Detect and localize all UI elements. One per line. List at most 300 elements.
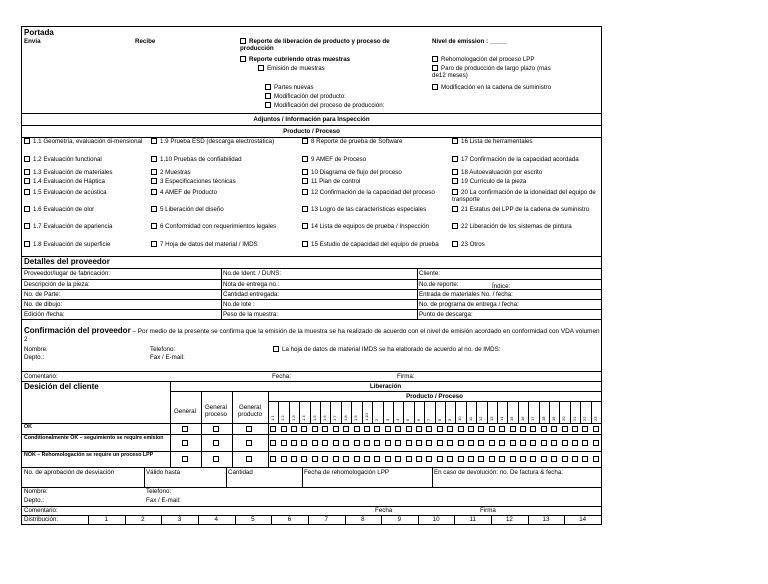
decision-sub-checkbox-2-23[interactable] — [510, 456, 516, 462]
attachment-item-col3-3[interactable] — [302, 169, 450, 176]
supplier-field-4-1: Peso de la muestra: — [223, 311, 279, 318]
decision-row-label-2: NOK – Rehomologación se require un proceso LPP — [24, 452, 154, 458]
decision-sub-checkbox-1-10[interactable] — [374, 440, 380, 446]
decision-sub-checkbox-2-28[interactable] — [562, 456, 568, 462]
distribution-number-13: 13 — [542, 516, 550, 523]
decision-sub-checkbox-0-8[interactable] — [354, 426, 360, 432]
supplier-field-1-1: Nota de entrega no.: — [223, 281, 280, 288]
decision-checkbox-1-1[interactable] — [213, 440, 219, 446]
decision-row-label-0: OK — [24, 424, 32, 430]
decision-sub-checkbox-2-10[interactable] — [374, 456, 380, 462]
attachment-item-col4-1[interactable] — [452, 138, 602, 145]
decision-sub-checkbox-2-7[interactable] — [343, 456, 349, 462]
sub-col-header-7: 1.8 — [342, 415, 348, 421]
attachment-checkbox[interactable] — [151, 189, 157, 195]
sub-col-header-10: 2 — [374, 418, 380, 421]
conf-comentario: Comentario: — [24, 373, 58, 380]
deviation-field-0: No. de aprobación de desviación — [24, 469, 115, 476]
dec-telefono: Telefono: — [146, 488, 172, 495]
decision-sub-checkbox-2-27[interactable] — [551, 456, 557, 462]
attachment-checkbox[interactable] — [302, 223, 308, 229]
attachment-item-col1-3[interactable] — [24, 169, 149, 176]
attachment-label: 3 Especificaciones técnicas — [160, 178, 236, 185]
decision-sub-checkbox-0-0[interactable] — [270, 426, 276, 432]
decision-sub-checkbox-2-20[interactable] — [478, 456, 484, 462]
decision-sub-checkbox-2-11[interactable] — [385, 456, 391, 462]
attachment-checkbox[interactable] — [302, 206, 308, 212]
attachment-checkbox[interactable] — [452, 156, 458, 162]
attachment-checkbox[interactable] — [302, 156, 308, 162]
decision-sub-checkbox-1-9[interactable] — [364, 440, 370, 446]
partes-nuevas-label: Partes nuevas — [274, 84, 314, 91]
decision-sub-checkbox-0-17[interactable] — [447, 426, 453, 432]
sub-col-header-27: 19 — [551, 416, 556, 421]
sub-col-header-23: 15 — [509, 416, 515, 421]
sub-col-header-12: 4 — [394, 418, 400, 421]
attachment-item-col1-2[interactable] — [24, 156, 149, 163]
decision-sub-checkbox-1-21[interactable] — [489, 440, 495, 446]
decision-sub-checkbox-1-23[interactable] — [510, 440, 516, 446]
attachment-label: 1.2 Evaluación functional — [33, 156, 102, 163]
indice-label: Índice: — [492, 283, 511, 290]
rehomologacion-option[interactable] — [432, 56, 535, 63]
decision-sub-checkbox-0-14[interactable] — [416, 426, 422, 432]
attachment-item-col1-7[interactable] — [24, 223, 149, 230]
decision-sub-checkbox-1-2[interactable] — [291, 440, 297, 446]
mod-producto-option[interactable] — [265, 93, 346, 100]
attachment-checkbox[interactable] — [452, 189, 458, 195]
decision-sub-checkbox-1-17[interactable] — [447, 440, 453, 446]
decision-sub-checkbox-1-26[interactable] — [541, 440, 547, 446]
decision-sub-checkbox-2-26[interactable] — [541, 456, 547, 462]
decision-sub-checkbox-1-0[interactable] — [270, 440, 276, 446]
attachment-checkbox[interactable] — [452, 169, 458, 175]
paro-produccion-label: Paro de producción de largo plazo (mas de12 meses) — [432, 65, 551, 79]
distribution-number-14: 14 — [579, 516, 587, 523]
decision-sub-checkbox-1-15[interactable] — [426, 440, 432, 446]
supplier-field-0-0: Proveedor/lugar de fabricación: — [24, 270, 110, 277]
decision-checkbox-2-1[interactable] — [213, 456, 219, 462]
attachment-item-col2-3[interactable] — [151, 169, 301, 176]
decision-sub-checkbox-1-22[interactable] — [499, 440, 505, 446]
distribucion-label: Distribución: — [24, 516, 59, 523]
decision-sub-checkbox-0-16[interactable] — [437, 426, 443, 432]
attachment-label: 11 Plan de control — [311, 178, 361, 185]
attachment-checkbox[interactable] — [302, 189, 308, 195]
conf-firma: Firma: — [397, 373, 415, 380]
attachment-item-col1-8[interactable] — [24, 241, 149, 248]
attachment-checkbox[interactable] — [302, 169, 308, 175]
decision-sub-checkbox-1-28[interactable] — [562, 440, 568, 446]
decision-sub-checkbox-2-2[interactable] — [291, 456, 297, 462]
sub-col-header-25: 17 — [530, 416, 536, 421]
attachment-label: 15 Estudio de capacidad del equipo de prueba — [311, 241, 439, 248]
attachment-checkbox[interactable] — [24, 206, 30, 212]
attachment-item-col1-6[interactable] — [24, 206, 149, 213]
decision-sub-checkbox-1-19[interactable] — [468, 440, 474, 446]
paro-produccion-option[interactable] — [432, 65, 562, 79]
sub-col-header-13: 5 — [405, 418, 411, 421]
sub-col-header-18: 10 — [457, 416, 463, 421]
decision-sub-checkbox-2-15[interactable] — [426, 456, 432, 462]
decision-sub-checkbox-0-6[interactable] — [333, 426, 339, 432]
attachment-item-col3-8[interactable] — [302, 241, 450, 248]
decision-checkbox-2-2[interactable] — [246, 456, 252, 462]
distribution-number-8: 8 — [361, 516, 365, 523]
attachment-item-col3-5[interactable] — [302, 189, 450, 196]
report-covering-option[interactable] — [240, 56, 350, 63]
decision-checkbox-1-0[interactable] — [182, 440, 188, 446]
attachment-item-col4-5[interactable] — [452, 189, 602, 203]
attachment-label: 22 Liberación de los sistemas de pintura — [461, 223, 572, 230]
decision-sub-checkbox-1-20[interactable] — [478, 440, 484, 446]
attachment-item-col4-8[interactable] — [452, 241, 602, 248]
prod-proc-label: Producto / Proceso — [406, 393, 463, 400]
attachment-label: 1.7 Evaluación de apariencia — [33, 223, 113, 230]
report-covering-label: Reporte cubriendo otras muestras — [249, 56, 351, 63]
sub-col-header-8: 1.9 — [353, 415, 359, 421]
attachment-label: 1.8 Evaluación de superficie — [33, 241, 111, 248]
sub-col-header-26: 18 — [540, 416, 546, 421]
decision-sub-checkbox-1-5[interactable] — [322, 440, 328, 446]
decision-sub-checkbox-0-28[interactable] — [562, 426, 568, 432]
producto-proceso-title: Producto / Proceso — [283, 128, 340, 135]
attachment-label: 4 AMEF de Producto — [160, 189, 218, 196]
decision-sub-checkbox-2-24[interactable] — [520, 456, 526, 462]
decision-checkbox-1-2[interactable] — [246, 440, 252, 446]
attachment-item-col1-5[interactable] — [24, 189, 149, 196]
decision-sub-checkbox-1-3[interactable] — [301, 440, 307, 446]
attachment-checkbox[interactable] — [452, 178, 458, 184]
supplier-field-3-0: No. de dibujo: — [24, 301, 63, 308]
supplier-field-3-1: No.de lote : — [223, 301, 255, 308]
attachment-item-col3-1[interactable] — [302, 138, 450, 145]
decision-sub-checkbox-0-13[interactable] — [406, 426, 412, 432]
sub-col-header-29: 21 — [571, 416, 577, 421]
attachment-item-col1-1[interactable] — [24, 138, 149, 145]
attachment-item-col2-1[interactable] — [151, 138, 301, 145]
decision-sub-checkbox-0-25[interactable] — [530, 426, 536, 432]
decision-sub-checkbox-2-30[interactable] — [582, 456, 588, 462]
confirmacion-body: – Por medio de la presente se confirma que la emisión de la muestra se ha realizado de acuerdo con el nivel de emisión acordado en conformidad con VDA volumen 2 — [24, 328, 600, 343]
attachment-item-col4-3[interactable] — [452, 169, 602, 176]
decision-sub-checkbox-2-8[interactable] — [354, 456, 360, 462]
attachment-item-col4-7[interactable] — [452, 223, 602, 230]
dec-fecha: Fecha — [375, 507, 393, 514]
attachment-checkbox[interactable] — [151, 178, 157, 184]
attachment-checkbox[interactable] — [24, 156, 30, 162]
sub-col-header-9: 1.10 — [363, 413, 369, 421]
decision-sub-checkbox-0-29[interactable] — [572, 426, 578, 432]
mod-proceso-label: Modificación del proceso de producción: — [274, 102, 385, 109]
decision-sub-checkbox-1-6[interactable] — [333, 440, 339, 446]
distribution-number-5: 5 — [251, 516, 255, 523]
decision-sub-checkbox-0-5[interactable] — [322, 426, 328, 432]
sub-col-header-19: 11 — [467, 416, 473, 421]
attachment-item-col2-7[interactable] — [151, 223, 301, 230]
decision-sub-checkbox-1-7[interactable] — [343, 440, 349, 446]
attachment-checkbox[interactable] — [24, 241, 30, 247]
emision-muestras-option[interactable] — [258, 65, 325, 72]
decision-sub-checkbox-0-30[interactable] — [582, 426, 588, 432]
report-release-label: Reporte de liberación de producto y proceso de producción — [240, 38, 390, 52]
decision-sub-checkbox-2-18[interactable] — [458, 456, 464, 462]
general-proceso-header: General proceso — [204, 404, 227, 418]
supplier-field-4-2: Punto de descarga: — [419, 311, 473, 318]
distribution-number-12: 12 — [505, 516, 513, 523]
attachment-label: 1.6 Evaluación de olor — [33, 206, 95, 213]
supplier-field-4-0: Edición /fecha: — [24, 311, 65, 318]
decision-sub-checkbox-0-15[interactable] — [426, 426, 432, 432]
decision-sub-checkbox-2-25[interactable] — [530, 456, 536, 462]
rehomologacion-label: Rehomologación del proceso LPP — [441, 56, 535, 63]
attachment-checkbox[interactable] — [151, 169, 157, 175]
attachment-item-col2-6[interactable] — [151, 206, 301, 213]
distribution-number-4: 4 — [214, 516, 218, 523]
attachment-checkbox[interactable] — [452, 223, 458, 229]
attachment-label: 21 Estatus del LPP de la cadena de suministro — [461, 206, 590, 213]
decision-sub-checkbox-1-8[interactable] — [354, 440, 360, 446]
decision-sub-checkbox-0-10[interactable] — [374, 426, 380, 432]
decision-sub-checkbox-2-13[interactable] — [406, 456, 412, 462]
attachment-label: 5 Liberación del diseño — [160, 206, 224, 213]
proveedor-title: Detalles del proveedor — [24, 257, 110, 266]
attachment-checkbox[interactable] — [24, 189, 30, 195]
sub-col-header-22: 14 — [498, 416, 504, 421]
decision-title: Desición del cliente — [24, 382, 99, 391]
decision-sub-checkbox-2-31[interactable] — [593, 456, 599, 462]
decision-sub-checkbox-1-16[interactable] — [437, 440, 443, 446]
sub-col-header-24: 16 — [519, 416, 525, 421]
attachment-checkbox[interactable] — [151, 241, 157, 247]
report-release-checkbox[interactable] — [240, 38, 246, 44]
imds-label: La hoja de datos de material IMDS se ha elaborado de acuerdo al no. de IMDS: — [282, 346, 501, 353]
conf-telefono: Telefono: — [150, 346, 176, 353]
attachment-checkbox[interactable] — [302, 241, 308, 247]
recibe-label: Recibe — [135, 38, 156, 45]
attachment-checkbox[interactable] — [302, 138, 308, 144]
attachment-label: 2 Muestras — [160, 169, 191, 176]
decision-sub-checkbox-1-11[interactable] — [385, 440, 391, 446]
decision-sub-checkbox-1-4[interactable] — [312, 440, 318, 446]
partes-nuevas-checkbox[interactable] — [265, 84, 271, 90]
distribution-number-1: 1 — [104, 516, 109, 523]
attachment-label: 7 Hoja de datos del material / IMDS — [160, 241, 258, 248]
sub-col-header-20: 12 — [478, 416, 484, 421]
general-producto-header: General producto — [237, 404, 263, 418]
decision-sub-checkbox-2-16[interactable] — [437, 456, 443, 462]
mod-cadena-option[interactable] — [432, 84, 551, 91]
decision-sub-checkbox-0-4[interactable] — [312, 426, 318, 432]
attachment-label: 1.9 Prueba ESD (descarga electrostática) — [160, 138, 275, 145]
attachment-checkbox[interactable] — [452, 241, 458, 247]
decision-sub-checkbox-2-4[interactable] — [312, 456, 318, 462]
decision-sub-checkbox-2-9[interactable] — [364, 456, 370, 462]
dec-depto: Depto.: — [24, 497, 44, 504]
decision-sub-checkbox-2-5[interactable] — [322, 456, 328, 462]
decision-checkbox-0-2[interactable] — [246, 426, 252, 432]
sub-col-header-0: 1.1 — [270, 415, 275, 421]
envia-label: Envía — [24, 38, 41, 45]
decision-sub-checkbox-0-12[interactable] — [395, 426, 401, 432]
supplier-field-0-2: Cliente: — [419, 270, 440, 277]
attachment-item-col3-2[interactable] — [302, 156, 450, 163]
decision-sub-checkbox-2-14[interactable] — [416, 456, 422, 462]
decision-sub-checkbox-0-23[interactable] — [510, 426, 516, 432]
attachment-item-col3-6[interactable] — [302, 206, 450, 213]
decision-sub-checkbox-0-26[interactable] — [541, 426, 547, 432]
attachment-item-col3-7[interactable] — [302, 223, 450, 230]
confirmacion-text — [24, 326, 600, 344]
attachment-item-col1-4[interactable] — [24, 178, 149, 185]
attachment-label: 16 Lista de herramentales — [461, 138, 533, 145]
decision-sub-checkbox-1-13[interactable] — [406, 440, 412, 446]
attachment-checkbox[interactable] — [24, 178, 30, 184]
attachment-label: 14 Lista de equipos de prueba / Inspección — [311, 223, 429, 230]
distribution-number-2: 2 — [141, 516, 145, 523]
decision-sub-checkbox-1-14[interactable] — [416, 440, 422, 446]
dec-nombre: Nombre: — [24, 488, 48, 495]
imds-option[interactable] — [273, 346, 500, 353]
mod-producto-checkbox[interactable] — [265, 93, 271, 99]
attachment-label: 1.1 Geometría, evaluación di-mensional — [33, 138, 143, 145]
supplier-field-2-1: Cantidad entregada: — [223, 291, 280, 298]
decision-sub-checkbox-1-31[interactable] — [593, 440, 599, 446]
distribution-number-3: 3 — [177, 516, 182, 523]
attachment-label: 18 Autoevaluación por escrito — [461, 169, 543, 176]
liberacion-label: Liberación — [369, 383, 402, 390]
attachment-checkbox[interactable] — [151, 223, 157, 229]
decision-sub-checkbox-2-3[interactable] — [301, 456, 307, 462]
decision-sub-checkbox-0-18[interactable] — [458, 426, 464, 432]
report-covering-checkbox[interactable] — [240, 56, 246, 62]
confirmacion-title: Confirmación del proveedor — [24, 326, 131, 335]
decision-sub-checkbox-1-12[interactable] — [395, 440, 401, 446]
portada-title: Portada — [24, 28, 54, 37]
rehomologacion-checkbox[interactable] — [432, 56, 438, 62]
decision-checkbox-0-1[interactable] — [213, 426, 219, 432]
dec-fax: Fax / E-mail: — [146, 497, 181, 504]
mod-proceso-option[interactable] — [265, 102, 384, 109]
general-header: General — [173, 408, 196, 415]
sub-col-header-31: 23 — [592, 416, 598, 421]
attachment-item-col3-4[interactable] — [302, 178, 450, 185]
decision-sub-checkbox-0-7[interactable] — [343, 426, 349, 432]
decision-sub-checkbox-0-20[interactable] — [478, 426, 484, 432]
partes-nuevas-option[interactable] — [265, 84, 314, 91]
attachment-item-col4-6[interactable] — [452, 206, 602, 213]
attachment-label: 9 AMEF de Proceso — [311, 156, 367, 163]
decision-sub-checkbox-0-11[interactable] — [385, 426, 391, 432]
decision-sub-checkbox-1-1[interactable] — [281, 440, 287, 446]
decision-sub-checkbox-1-29[interactable] — [572, 440, 578, 446]
adjuntos-title: Adjuntos / Información para Inspección — [253, 116, 370, 123]
decision-sub-checkbox-0-21[interactable] — [489, 426, 495, 432]
decision-sub-checkbox-2-0[interactable] — [270, 456, 276, 462]
supplier-field-1-0: Descripción de la pieza: — [24, 281, 90, 288]
decision-sub-checkbox-2-1[interactable] — [281, 456, 287, 462]
attachment-checkbox[interactable] — [452, 138, 458, 144]
decision-sub-checkbox-2-17[interactable] — [447, 456, 453, 462]
attachment-checkbox[interactable] — [24, 223, 30, 229]
attachment-label: 19 Currículo de la pieza — [461, 178, 527, 185]
attachment-label: 17 Confirmación de la capacidad acordada — [461, 156, 579, 163]
decision-sub-checkbox-1-18[interactable] — [458, 440, 464, 446]
decision-checkbox-2-0[interactable] — [182, 456, 188, 462]
imds-checkbox[interactable] — [273, 346, 279, 352]
attachment-item-col2-2[interactable] — [151, 156, 301, 163]
attachment-item-col4-2[interactable] — [452, 156, 602, 163]
decision-sub-checkbox-0-24[interactable] — [520, 426, 526, 432]
attachment-checkbox[interactable] — [24, 138, 30, 144]
decision-sub-checkbox-1-25[interactable] — [530, 440, 536, 446]
decision-sub-checkbox-0-3[interactable] — [301, 426, 307, 432]
decision-sub-checkbox-2-29[interactable] — [572, 456, 578, 462]
decision-sub-checkbox-2-19[interactable] — [468, 456, 474, 462]
attachment-checkbox[interactable] — [24, 169, 30, 175]
emision-muestras-checkbox[interactable] — [258, 65, 264, 71]
decision-sub-checkbox-2-12[interactable] — [395, 456, 401, 462]
decision-sub-checkbox-2-21[interactable] — [489, 456, 495, 462]
decision-sub-checkbox-0-1[interactable] — [281, 426, 287, 432]
conf-depto: Depto.: — [24, 354, 44, 361]
paro-produccion-checkbox[interactable] — [432, 65, 438, 71]
attachment-item-col2-5[interactable] — [151, 189, 301, 196]
attachment-label: 1.10 Pruebas de confiabilidad — [160, 156, 242, 163]
decision-sub-checkbox-0-22[interactable] — [499, 426, 505, 432]
decision-sub-checkbox-0-19[interactable] — [468, 426, 474, 432]
sub-col-header-14: 6 — [415, 418, 421, 421]
attachment-label: 10 Diagrama de flujo del proceso — [311, 169, 402, 176]
attachment-checkbox[interactable] — [151, 138, 157, 144]
decision-sub-checkbox-0-2[interactable] — [291, 426, 297, 432]
attachment-checkbox[interactable] — [452, 206, 458, 212]
attachment-label: 20 La confirmación de la idoneidad del equipo de transporte — [452, 189, 596, 203]
conf-fax: Fax / E-mail: — [150, 354, 185, 361]
sub-col-header-16: 8 — [436, 418, 442, 421]
decision-sub-checkbox-0-9[interactable] — [364, 426, 370, 432]
distribution-number-6: 6 — [287, 516, 292, 523]
attachment-checkbox[interactable] — [151, 206, 157, 212]
decision-sub-checkbox-1-30[interactable] — [582, 440, 588, 446]
attachment-item-col2-4[interactable] — [151, 178, 301, 185]
mod-cadena-checkbox[interactable] — [432, 84, 438, 90]
attachment-item-col4-4[interactable] — [452, 178, 602, 185]
mod-proceso-checkbox[interactable] — [265, 102, 271, 108]
attachment-label: 23 Otros — [461, 241, 485, 248]
decision-sub-checkbox-2-6[interactable] — [333, 456, 339, 462]
deviation-field-3: Fecha de rehomologación LPP — [304, 469, 389, 476]
report-release-option[interactable] — [240, 38, 425, 52]
attachment-checkbox[interactable] — [302, 178, 308, 184]
sub-col-header-11: 3 — [384, 418, 390, 421]
decision-sub-checkbox-0-31[interactable] — [593, 426, 599, 432]
attachment-checkbox[interactable] — [151, 156, 157, 162]
nivel-emision-label: Nivel de emission : _____ — [432, 38, 507, 45]
decision-sub-checkbox-2-22[interactable] — [499, 456, 505, 462]
decision-sub-checkbox-1-24[interactable] — [520, 440, 526, 446]
mod-producto-label: Modificación del producto: — [274, 93, 346, 100]
sub-col-header-1: 1.2 — [280, 415, 286, 421]
sub-col-header-30: 22 — [582, 416, 588, 421]
inspection-form — [21, 26, 602, 525]
decision-sub-checkbox-1-27[interactable] — [551, 440, 557, 446]
conf-nombre: Nombre: — [24, 346, 48, 353]
decision-sub-checkbox-0-27[interactable] — [551, 426, 557, 432]
attachment-item-col2-8[interactable] — [151, 241, 301, 248]
dec-comentario: Comentario: — [24, 507, 58, 514]
decision-checkbox-0-0[interactable] — [182, 426, 188, 432]
